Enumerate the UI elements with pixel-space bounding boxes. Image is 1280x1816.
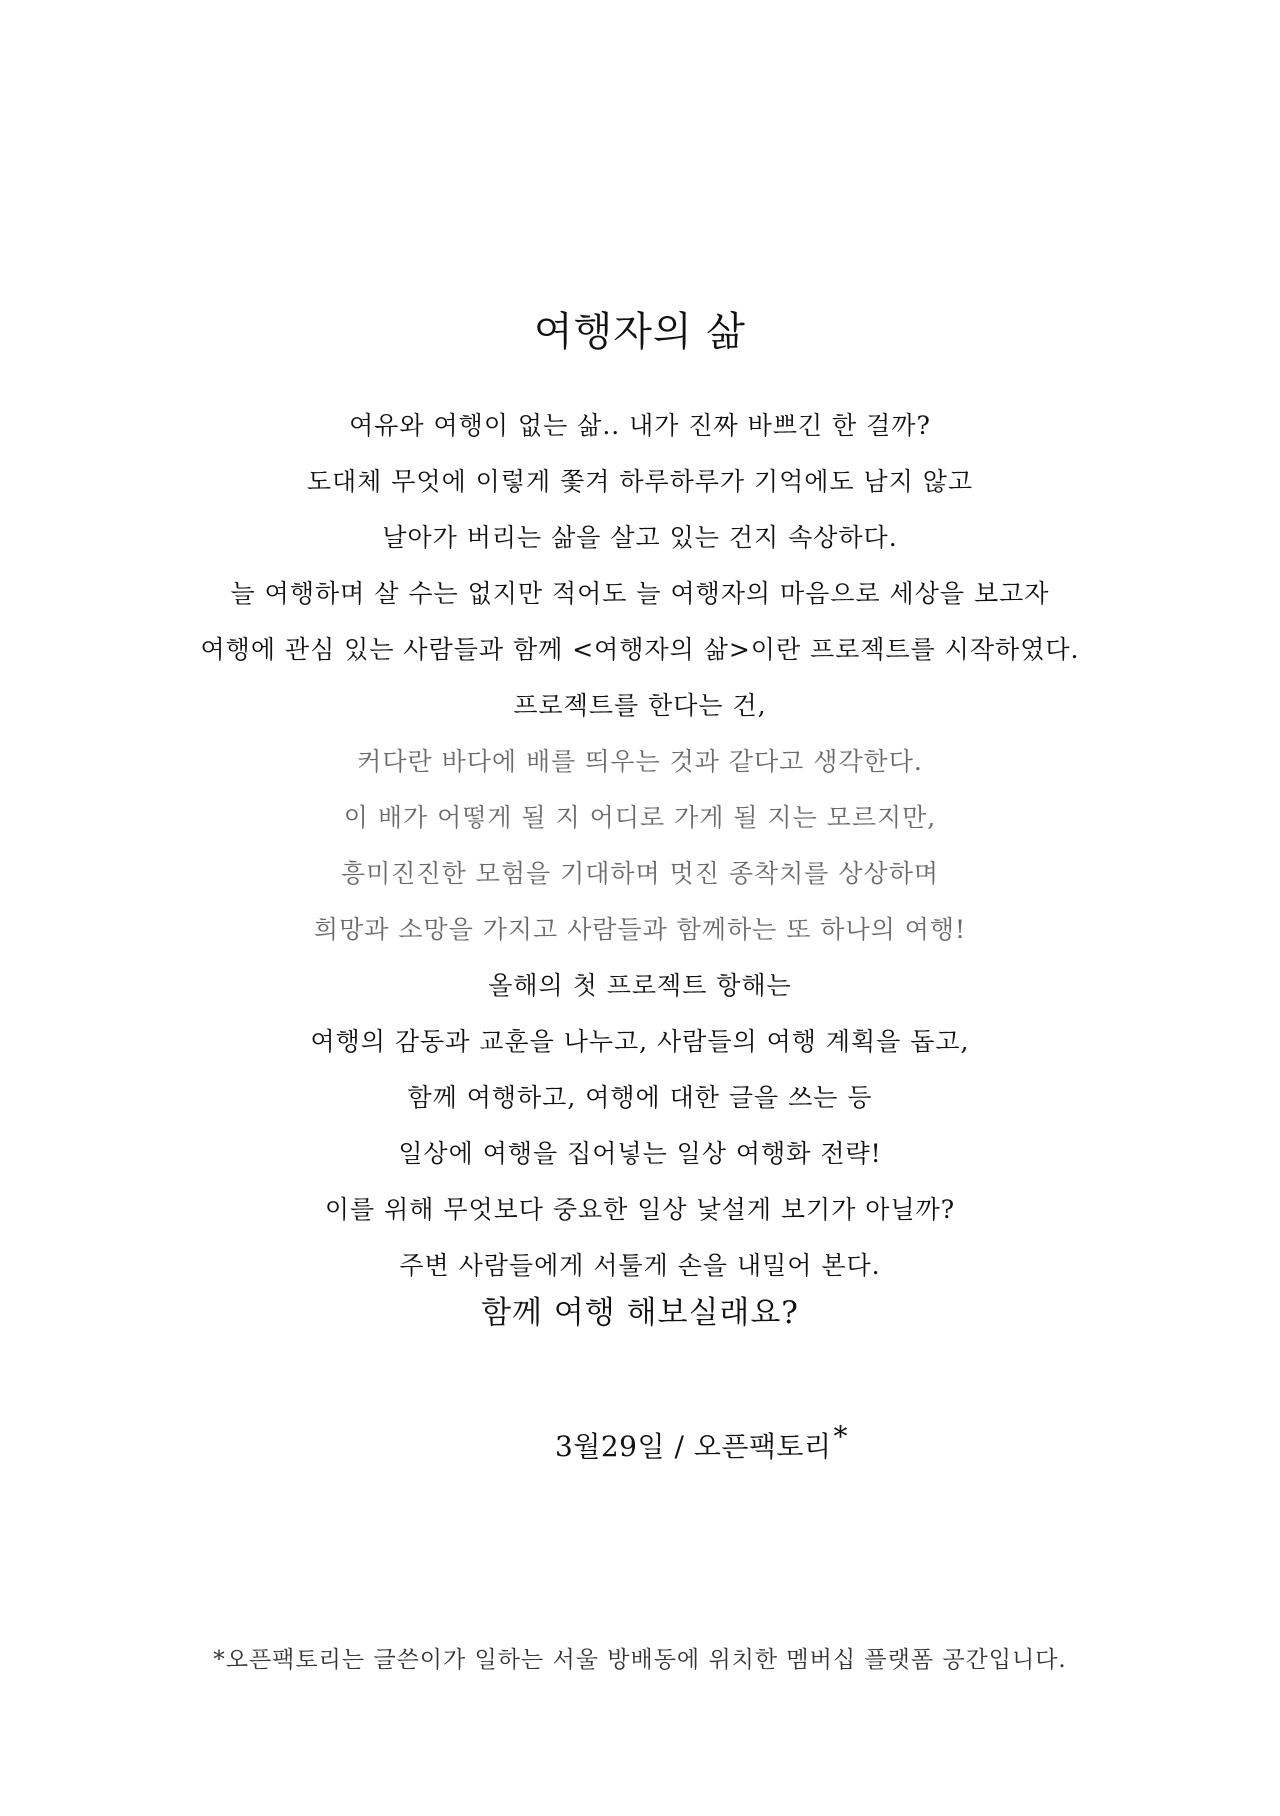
poem-line: 일상에 여행을 집어넣는 일상 여행화 전략! xyxy=(398,1139,882,1168)
poem-line: 커다란 바다에 배를 띄우는 것과 같다고 생각한다. xyxy=(357,747,923,776)
poem-line: 함께 여행하고, 여행에 대한 글을 쓰는 등 xyxy=(407,1083,873,1112)
poem-line: 여행에 관심 있는 사람들과 함께 <여행자의 삶>이란 프로젝트를 시작하였다. xyxy=(200,635,1080,664)
poem-line: 주변 사람들에게 서툴게 손을 내밀어 본다. xyxy=(399,1251,881,1280)
closing-question: 함께 여행 해보실래요? xyxy=(481,1295,799,1331)
asterisk-mark: * xyxy=(833,1420,849,1453)
event-info xyxy=(555,1412,848,1472)
poem-lines xyxy=(0,398,1280,1294)
document-title: 여행자의 삶 xyxy=(534,309,746,355)
poem-line: 여유와 여행이 없는 삶.. 내가 진짜 바쁘긴 한 걸까? xyxy=(349,411,931,440)
poem-line: 올해의 첫 프로젝트 항해는 xyxy=(488,971,792,1000)
poem-line: 프로젝트를 한다는 건, xyxy=(513,691,767,720)
poem-line: 희망과 소망을 가지고 사람들과 함께하는 또 하나의 여행! xyxy=(313,915,967,944)
poem-line: 날아가 버리는 삶을 살고 있는 건지 속상하다. xyxy=(382,523,898,552)
poem-line: 늘 여행하며 살 수는 없지만 적어도 늘 여행자의 마음으로 세상을 보고자 xyxy=(230,579,1050,608)
footnote: *오픈팩토리는 글쓴이가 일하는 서울 방배동에 위치한 멤버십 플랫폼 공간입니다. xyxy=(213,1647,1067,1673)
poem-line: 이를 위해 무엇보다 중요한 일상 낯설게 보기가 아닐까? xyxy=(324,1195,956,1224)
event-date-place: 3월29일 / 오픈팩토리 xyxy=(555,1430,832,1463)
poem-line: 이 배가 어떻게 될 지 어디로 가게 될 지는 모르지만, xyxy=(343,803,937,832)
poem-line: 여행의 감동과 교훈을 나누고, 사람들의 여행 계획을 돕고, xyxy=(310,1027,970,1056)
poem-line: 흥미진진한 모험을 기대하며 멋진 종착치를 상상하며 xyxy=(340,859,940,888)
poem-line: 도대체 무엇에 이렇게 쫓겨 하루하루가 기억에도 남지 않고 xyxy=(306,467,974,496)
